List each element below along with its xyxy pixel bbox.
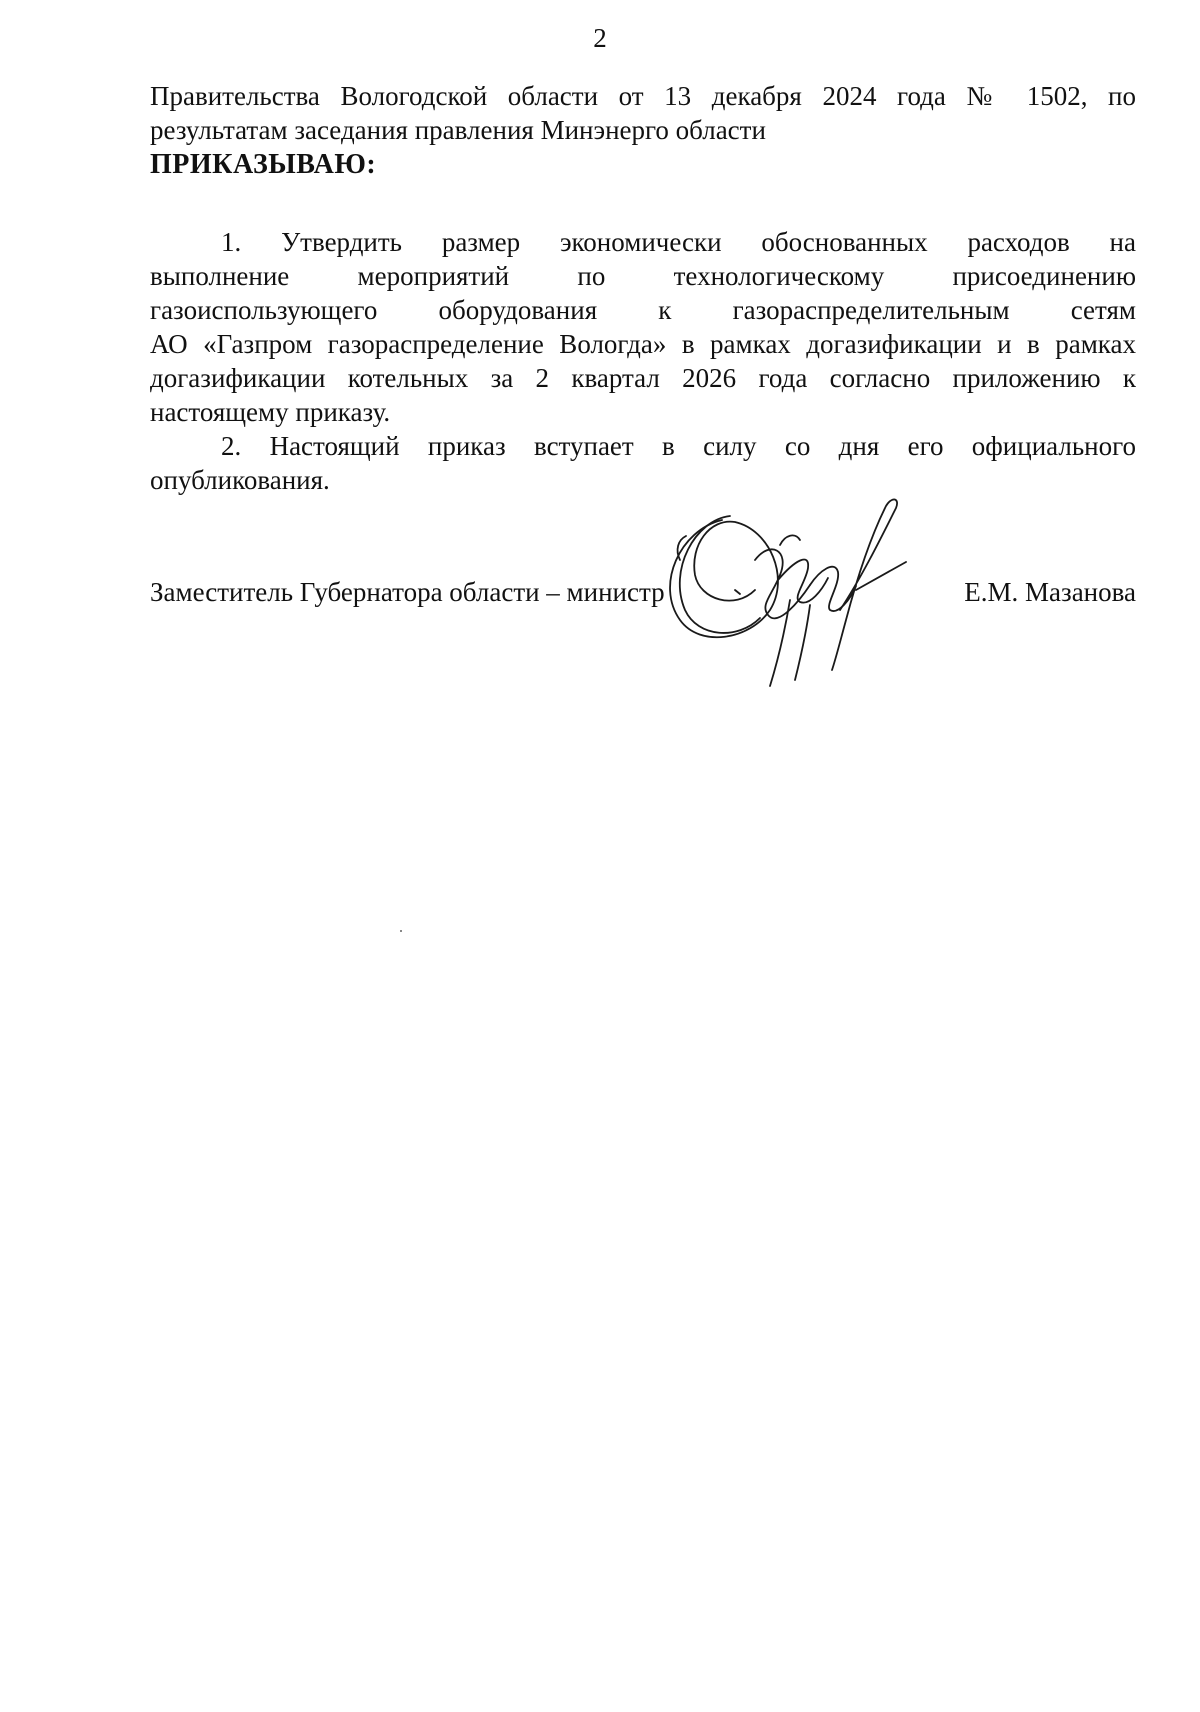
item-1-line-3: газоиспользующего оборудования к газораспределительным сетям (150, 295, 1136, 325)
scan-artifact (400, 930, 402, 932)
item-1-line-1: 1. Утвердить размер экономически обоснованных расходов на (221, 227, 1136, 257)
handwritten-signature (660, 490, 980, 690)
signer-position: Заместитель Губернатора области – министр (150, 577, 665, 607)
paragraph-spacer (150, 183, 1136, 225)
item-2-line-2: опубликования. (150, 465, 330, 495)
item-1-line-6: настоящему приказу. (150, 397, 391, 427)
document-body (150, 79, 1136, 497)
preamble-line-1: Правительства Вологодской области от 13 декабря 2024 года № 1502, по (150, 81, 1136, 111)
item-1-line-2: выполнение мероприятий по технологическому присоединению (150, 261, 1136, 291)
order-item-1 (150, 225, 1136, 429)
page-number: 2 (593, 23, 607, 53)
signature-block (150, 575, 1136, 611)
order-heading: ПРИКАЗЫВАЮ: (150, 149, 377, 180)
item-1-line-4: АО «Газпром газораспределение Вологда» в рамках догазификации и в рамках (150, 329, 1136, 359)
item-1-line-5: догазификации котельных за 2 квартал 2026 года согласно приложению к (150, 363, 1136, 393)
signer-name: Е.М. Мазанова (964, 577, 1136, 607)
item-2-line-1: 2. Настоящий приказ вступает в силу со дня его официального (221, 431, 1136, 461)
preamble-line-2: результатам заседания правления Минэнерго области (150, 115, 766, 145)
order-item-2 (150, 429, 1136, 497)
